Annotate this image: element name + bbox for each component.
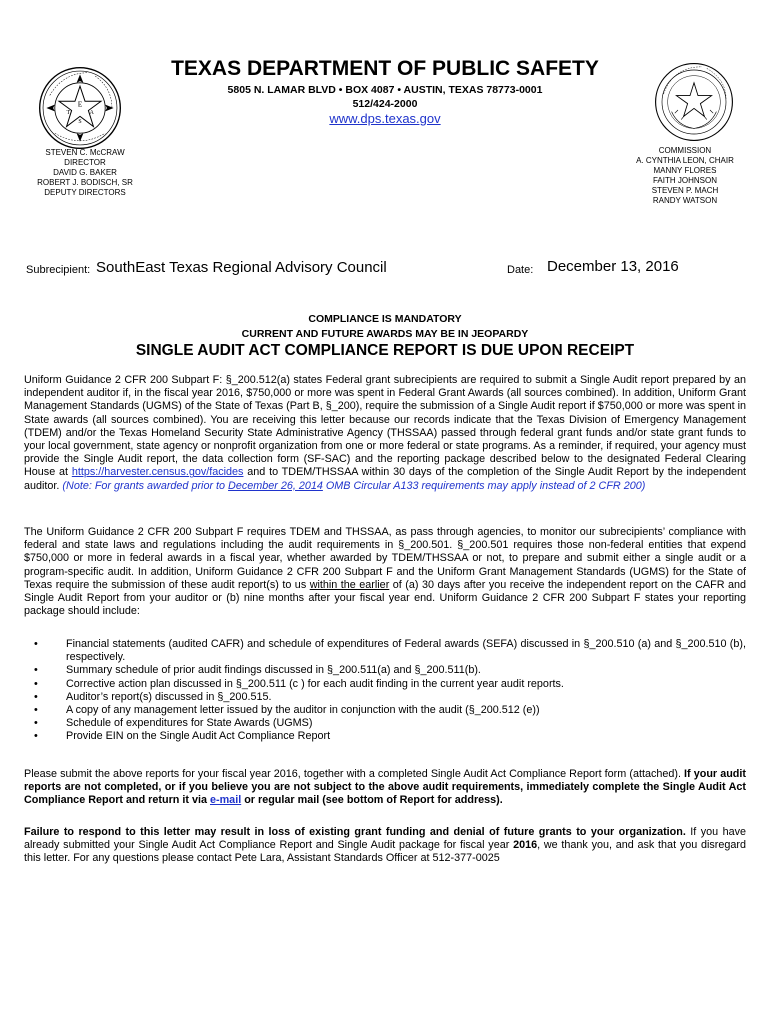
list-item: • Provide EIN on the Single Audit Act Compliance Report [24, 730, 746, 743]
svg-text:T: T [66, 109, 71, 116]
federal-clearing-house-link[interactable]: https://harvester.census.gov/facides [71, 466, 244, 479]
staff-line: A. CYNTHIA LEON, CHAIR [636, 156, 734, 165]
within-earlier-text: within the earlier [309, 578, 390, 591]
para4-text-b: , we thank you, and ask that you disregard this letter. For any questions please contact Pete Lara, Assistant Standards Officer at 512-377-0025 [24, 839, 746, 865]
date-value: December 13, 2016 [547, 258, 679, 275]
para2-text-a: The Uniform Guidance 2 CFR 200 Subpart F requires TDEM and THSSAA, as pass through agencies, to monitor our subrecipients’ compliance with federal and state laws and regulations including the audit requirements in §_200.501. §_200.501 requires those non-federal entities that expend $750,000 or more in federal awards in a fiscal year, whether awarded by TDEM/THSSAA or not, to prepare and submit either a single audit or a program-specific audit. In addition, Uniform Guidance 2 CFR 200 Subpart F and the Uniform Grant Management Standards (UGMS) for the State of Texas require the submission of these audit report(s) to us [24, 526, 746, 591]
staff-line: COMMISSION [658, 146, 712, 155]
svg-text:E: E [77, 99, 83, 109]
commission-list [620, 146, 750, 206]
staff-line: ROBERT J. BODISCH, SR [37, 178, 133, 187]
letterhead-website [0, 111, 770, 126]
omb-note [62, 480, 645, 492]
failure-warning: Failure to respond to this letter may result in loss of existing grant funding and denial of future grants to your organization. [24, 826, 686, 838]
note-date: December 26, 2014 [228, 479, 323, 492]
para1-text-a: Uniform Guidance 2 CFR 200 Subpart F: §_200.512(a) states Federal grant subrecipients are required to submit a Single Audit report prepared by an independent auditor if, in the fiscal year 2016, $750,000 or more was spent in Federal Grant Awards (all sources combined). In addition, Uniform Grant Management Standards (UGMS) of the State of Texas (Part B, §_200), require the submission of a Single Audit report if $750,000 or more was spent in State awards (all sources combined). You are receiving this letter because our records indicate that the Texas Division of Emergency Management (TDEM) and/or the Texas Homeland Security State Administrative Agency (THSSAA) passed through federal grant funds and/or state grant funds to your local government, state agency or nonprofit organization from one or more federal or state programs. As a reminder, if required, your agency must provide the Single Audit report, the data collection form (SF-SAC) and the reporting package described below to the designated Federal Clearing House at [24, 374, 746, 479]
svg-text:A: A [89, 109, 94, 116]
report-due-heading: SINGLE AUDIT ACT COMPLIANCE REPORT IS DUE UPON RECEIPT [135, 342, 635, 359]
svg-text:S: S [78, 119, 82, 126]
website-link[interactable]: www.dps.texas.gov [329, 111, 441, 126]
letterhead-title: TEXAS DEPARTMENT OF PUBLIC SAFETY [171, 57, 599, 80]
para3-text-a: Please submit the above reports for your fiscal year 2016, together with a completed Single Audit Act Compliance Report form (attached). [24, 768, 685, 780]
list-item: • Corrective action plan discussed in §_200.511 (c ) for each audit finding in the current year audit reports. [24, 678, 746, 691]
staff-line: DEPUTY DIRECTORS [44, 188, 126, 197]
para2-text-b: of (a) 30 days after you receive the independent report on the CAFR and Single Audit Report from your auditor or (b) nine months after your fiscal year end. Uniform Guidance 2 CFR 200 Subpart F states your reporting package should include: [24, 578, 746, 618]
list-item: • Auditor’s report(s) discussed in §_200.515. [24, 691, 746, 704]
note-text-a: (Note: For grants awarded prior to [62, 479, 229, 492]
staff-line: RANDY WATSON [652, 196, 718, 205]
staff-line: DIRECTOR [64, 158, 106, 167]
reporting-package-list [24, 638, 746, 744]
fiscal-year: 2016 [513, 839, 538, 852]
failure-to-respond-paragraph [24, 826, 746, 866]
date-label: Date: [507, 264, 534, 276]
staff-line: MANNY FLORES [653, 166, 717, 175]
list-item: • A copy of any management letter issued by the auditor in conjunction with the audit (§_200.512 (e)) [24, 704, 746, 717]
uniform-guidance-paragraph [24, 374, 746, 493]
staff-line: STEVEN P. MACH [651, 186, 719, 195]
submit-reports-paragraph [24, 768, 746, 808]
staff-line: FAITH JOHNSON [652, 176, 717, 185]
list-item: • Financial statements (audited CAFR) and schedule of expenditures of Federal awards (SEFA) discussed in §_200.510 (a) and §_200.510 (b), respectively. [24, 638, 746, 664]
letterhead-phone: 512/424-2000 [352, 98, 418, 110]
pass-through-paragraph [24, 526, 746, 618]
para1-text-b: and to TDEM/THSSAA within 30 days of the completion of the Single Audit Report by the independent auditor. [24, 466, 746, 492]
staff-line: DAVID G. BAKER [53, 168, 117, 177]
para3-bold-a: If your audit reports are not completed, or if you believe you are not subject to the above audit requirements, immediately complete the Single Audit Act Compliance Report and return it via [24, 768, 746, 807]
subrecipient-value: SouthEast Texas Regional Advisory Council [96, 259, 387, 276]
awards-jeopardy-line: CURRENT AND FUTURE AWARDS MAY BE IN JEOPARDY [241, 328, 529, 340]
staff-line: STEVEN C. McCRAW [45, 148, 125, 157]
compliance-mandatory-line: COMPLIANCE IS MANDATORY [308, 313, 462, 325]
letterhead-address: 5805 N. LAMAR BLVD • BOX 4087 • AUSTIN, TEXAS 78773-0001 [227, 84, 543, 96]
para3-bold-b: or regular mail (see bottom of Report for address). [241, 794, 503, 807]
list-item: • Summary schedule of prior audit findings discussed in §_200.511(a) and §_200.511(b). [24, 664, 746, 677]
para4-text-a: If you have already submitted your Single Audit Act Compliance Report and Single Audit package for fiscal year [24, 826, 746, 852]
note-text-b: OMB Circular A133 requirements may apply instead of 2 CFR 200) [322, 479, 646, 492]
subrecipient-label: Subrecipient: [26, 264, 91, 276]
list-item: • Schedule of expenditures for State Awards (UGMS) [24, 717, 746, 730]
email-link[interactable]: e-mail [209, 794, 242, 807]
directors-list [30, 148, 140, 198]
